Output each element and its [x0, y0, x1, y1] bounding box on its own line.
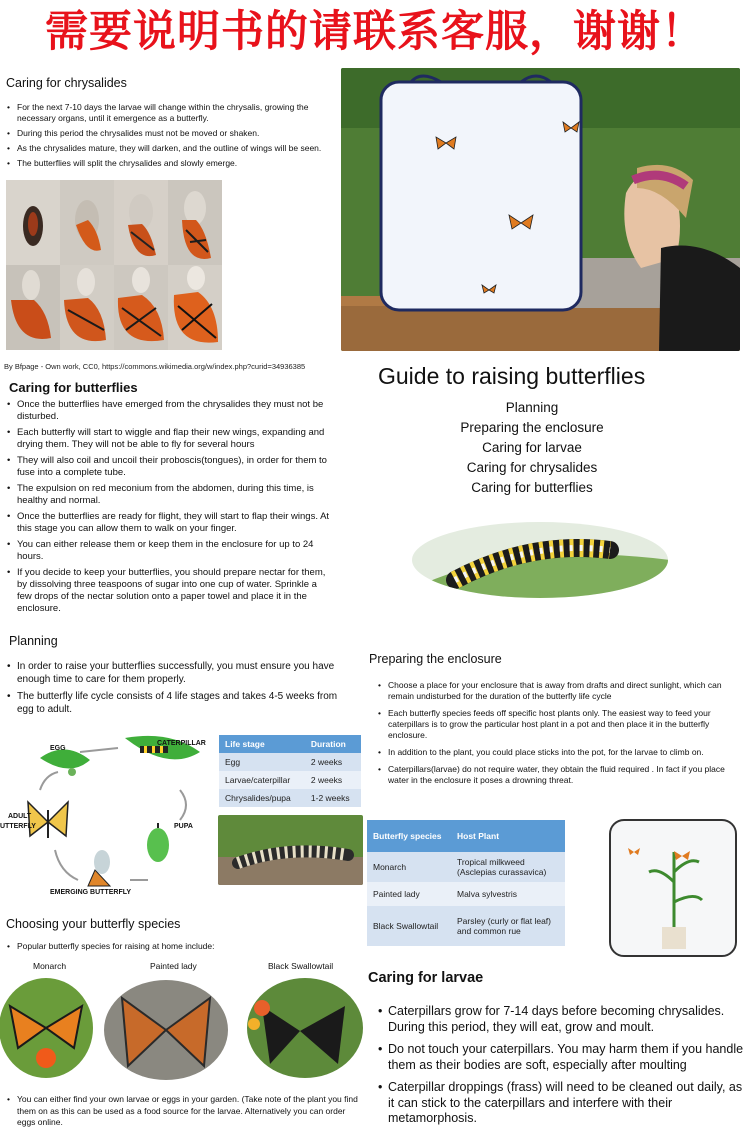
- list-item: • Once the butterflies are ready for flight, they will start to flap their wings. At this stage you can allow them to walk on your finger.: [15, 511, 331, 535]
- planning-heading: Planning: [9, 634, 58, 648]
- guide-item: Caring for chrysalides: [466, 460, 598, 475]
- emerging-butterfly: [88, 850, 110, 886]
- cycle-label-caterpillar: CATERPILLAR: [157, 740, 206, 747]
- chrysalides-list: [6, 102, 337, 173]
- pupa: [147, 823, 169, 862]
- guide-item: Planning: [505, 400, 559, 415]
- cycle-label-emerging: EMERGING BUTTERFLY: [50, 889, 132, 896]
- chrysalides-heading: Caring for chrysalides: [6, 76, 127, 90]
- larvae-heading: Caring for larvae: [368, 970, 484, 986]
- butterflies-list: [6, 399, 331, 619]
- cycle-label-butterfly: UTTERFLY: [0, 823, 36, 830]
- list-item: • The butterflies will split the chrysalides and slowly emerge.: [15, 158, 337, 169]
- adult-butterfly: [28, 802, 68, 838]
- table-cell: Egg: [219, 753, 305, 771]
- life-stage-table: [219, 735, 361, 807]
- cycle-label-egg: EGG: [50, 745, 66, 752]
- list-item: • Do not touch your caterpillars. You may harm them if you handle them as their bodies are soft, especially after moulting: [386, 1042, 746, 1073]
- table-row: [367, 852, 565, 882]
- life-cycle-diagram: [0, 730, 215, 900]
- list-item: • You can either find your own larvae or eggs in your garden. (Take note of the plant you find them on as this can be used as a food source for the larvae. Alternatively you can order eggs online.: [15, 1094, 365, 1129]
- table-cell: Parsley (curly or flat leaf) and common rue: [451, 906, 565, 946]
- chrysalis-frame-8: [168, 265, 222, 350]
- enclosure-cage: [381, 76, 581, 310]
- guide-item: Preparing the enclosure: [460, 420, 604, 435]
- list-item: • In order to raise your butterflies successfully, you must ensure you have enough time to care for them properly.: [15, 661, 350, 686]
- chrysalis-frame-5: [6, 265, 60, 350]
- list-item: • During this period the chrysalides must not be moved or shaken.: [15, 128, 337, 139]
- guide-item: Caring for butterflies: [471, 480, 593, 495]
- table-cell: Monarch: [367, 852, 451, 882]
- banner-text: 需要说明书的请联系客服，谢谢！: [45, 7, 705, 57]
- table-cell: 2 weeks: [305, 771, 361, 789]
- list-item: • As the chrysalides mature, they will darken, and the outline of wings will be seen.: [15, 143, 337, 154]
- table-row: [219, 771, 361, 789]
- chrysalis-frame-1: [6, 180, 60, 265]
- enclosure-girl-photo: [341, 68, 740, 351]
- list-item: • Caterpillars grow for 7-14 days before becoming chrysalides. During this period, they will eat, grow and moult.: [386, 1004, 746, 1035]
- table-cell: Tropical milkweed (Asclepias curassavica): [451, 852, 565, 882]
- table-header: Butterfly species: [367, 820, 451, 852]
- table-header-row: [219, 735, 361, 753]
- cycle-label-adult: ADULT: [8, 813, 32, 820]
- caterpillar-wood-photo: [218, 815, 363, 885]
- list-item: • Popular butterfly species for raising at home include:: [15, 941, 345, 951]
- list-item: • You can either release them or keep them in the enclosure for up to 24 hours.: [15, 539, 331, 563]
- list-item: • Each butterfly will start to wiggle and flap their new wings, expanding and drying them. They will not be able to fly for several hours: [15, 427, 331, 451]
- list-item: • Once the butterflies have emerged from the chrysalides they must not be disturbed.: [15, 399, 331, 423]
- black-swallowtail-photo: [247, 978, 363, 1078]
- painted-lady-photo: [104, 980, 228, 1080]
- cycle-arrow: [180, 790, 186, 820]
- cycle-arrow: [80, 748, 118, 752]
- enclosure-heading: Preparing the enclosure: [369, 652, 502, 666]
- enclosure-list: [377, 680, 742, 790]
- table-header: Duration: [305, 735, 361, 753]
- table-cell: Larvae/caterpillar: [219, 771, 305, 789]
- list-item: • In addition to the plant, you could place sticks into the pot, for the larvae to climb on.: [386, 747, 742, 758]
- planning-list: [6, 661, 350, 716]
- chrysalis-frame-4: [168, 180, 222, 265]
- species-note: [6, 1094, 365, 1129]
- table-cell: Painted lady: [367, 882, 451, 906]
- table-row: [219, 753, 361, 771]
- list-item: • Caterpillars(larvae) do not require water, they obtain the fluid required . In fact if you place water in the enclosure it poses a drowning threat.: [386, 764, 742, 786]
- list-item: • The butterfly life cycle consists of 4 life stages and takes 4-5 weeks from egg to adult.: [15, 691, 350, 716]
- chrysalis-frame-7: [114, 265, 168, 350]
- species-intro: [6, 941, 345, 951]
- table-cell: 1-2 weeks: [305, 789, 361, 807]
- table-row: [367, 906, 565, 946]
- list-item: • For the next 7-10 days the larvae will change within the chrysalis, growing the necessary organs, until it emergence as a butterfly.: [15, 102, 337, 124]
- table-row: [219, 789, 361, 807]
- guide-item: Caring for larvae: [482, 440, 582, 455]
- larvae-list: [377, 1004, 746, 1134]
- list-item: • The expulsion on red meconium from the abdomen, during this time, is healthy and normal.: [15, 483, 331, 507]
- table-header-row: [367, 820, 565, 852]
- caterpillar-oval-photo: [410, 520, 670, 600]
- list-item: • Each butterfly species feeds off specific host plants only. The easiest way to feed your caterpillars is to grow the particular host plant in a pot and then place it in the butterfly enclosure.: [386, 708, 742, 741]
- chrysalis-frame-3: [114, 180, 168, 265]
- photo-credit: By Bfpage - Own work, CC0, https://commons.wikimedia.org/w/index.php?curid=34936385: [4, 362, 306, 371]
- table-cell: Malva sylvestris: [451, 882, 565, 906]
- species-name: Black Swallowtail: [268, 961, 334, 971]
- monarch-photo: [0, 978, 93, 1078]
- butterflies-heading: Caring for butterflies: [9, 380, 138, 395]
- table-header: Life stage: [219, 735, 305, 753]
- table-cell: Black Swallowtail: [367, 906, 451, 946]
- cycle-arrow: [40, 772, 58, 790]
- host-plant-table: [367, 820, 565, 946]
- species-name: Painted lady: [150, 961, 197, 971]
- cycle-arrow: [55, 850, 78, 880]
- list-item: • Choose a place for your enclosure that is away from drafts and direct sunlight, which can remain undisturbed for the duration of the butterfly life cycle: [386, 680, 742, 702]
- list-item: • If you decide to keep your butterflies, you should prepare nectar for them, by dissolving three teaspoons of sugar into one cup of water. Sprinkle a few drops of the nectar solution onto a paper towel and place it in the enclosure.: [15, 567, 331, 615]
- chrysalis-frame-6: [60, 265, 114, 350]
- species-photos: [0, 976, 365, 1086]
- chrysalis-frame-2: [60, 180, 114, 265]
- guide-title: Guide to raising butterflies: [378, 363, 646, 389]
- table-cell: 2 weeks: [305, 753, 361, 771]
- small-enclosure-photo: [604, 812, 744, 960]
- list-item: • They will also coil and uncoil their proboscis(tongues), in order for them to fuse into a complete tube.: [15, 455, 331, 479]
- species-heading: Choosing your butterfly species: [6, 917, 181, 931]
- species-name: Monarch: [33, 961, 67, 971]
- table-header: Host Plant: [451, 820, 565, 852]
- guide-contents: [412, 400, 652, 495]
- chrysalides-photo-grid: [6, 180, 222, 350]
- cycle-label-pupa: PUPA: [174, 823, 193, 830]
- table-row: [367, 882, 565, 906]
- list-item: • Caterpillar droppings (frass) will need to be cleaned out daily, as it can stick to the caterpillars and interfere with their metamorphosis.: [386, 1080, 746, 1127]
- table-cell: Chrysalides/pupa: [219, 789, 305, 807]
- egg-leaf: [40, 749, 90, 776]
